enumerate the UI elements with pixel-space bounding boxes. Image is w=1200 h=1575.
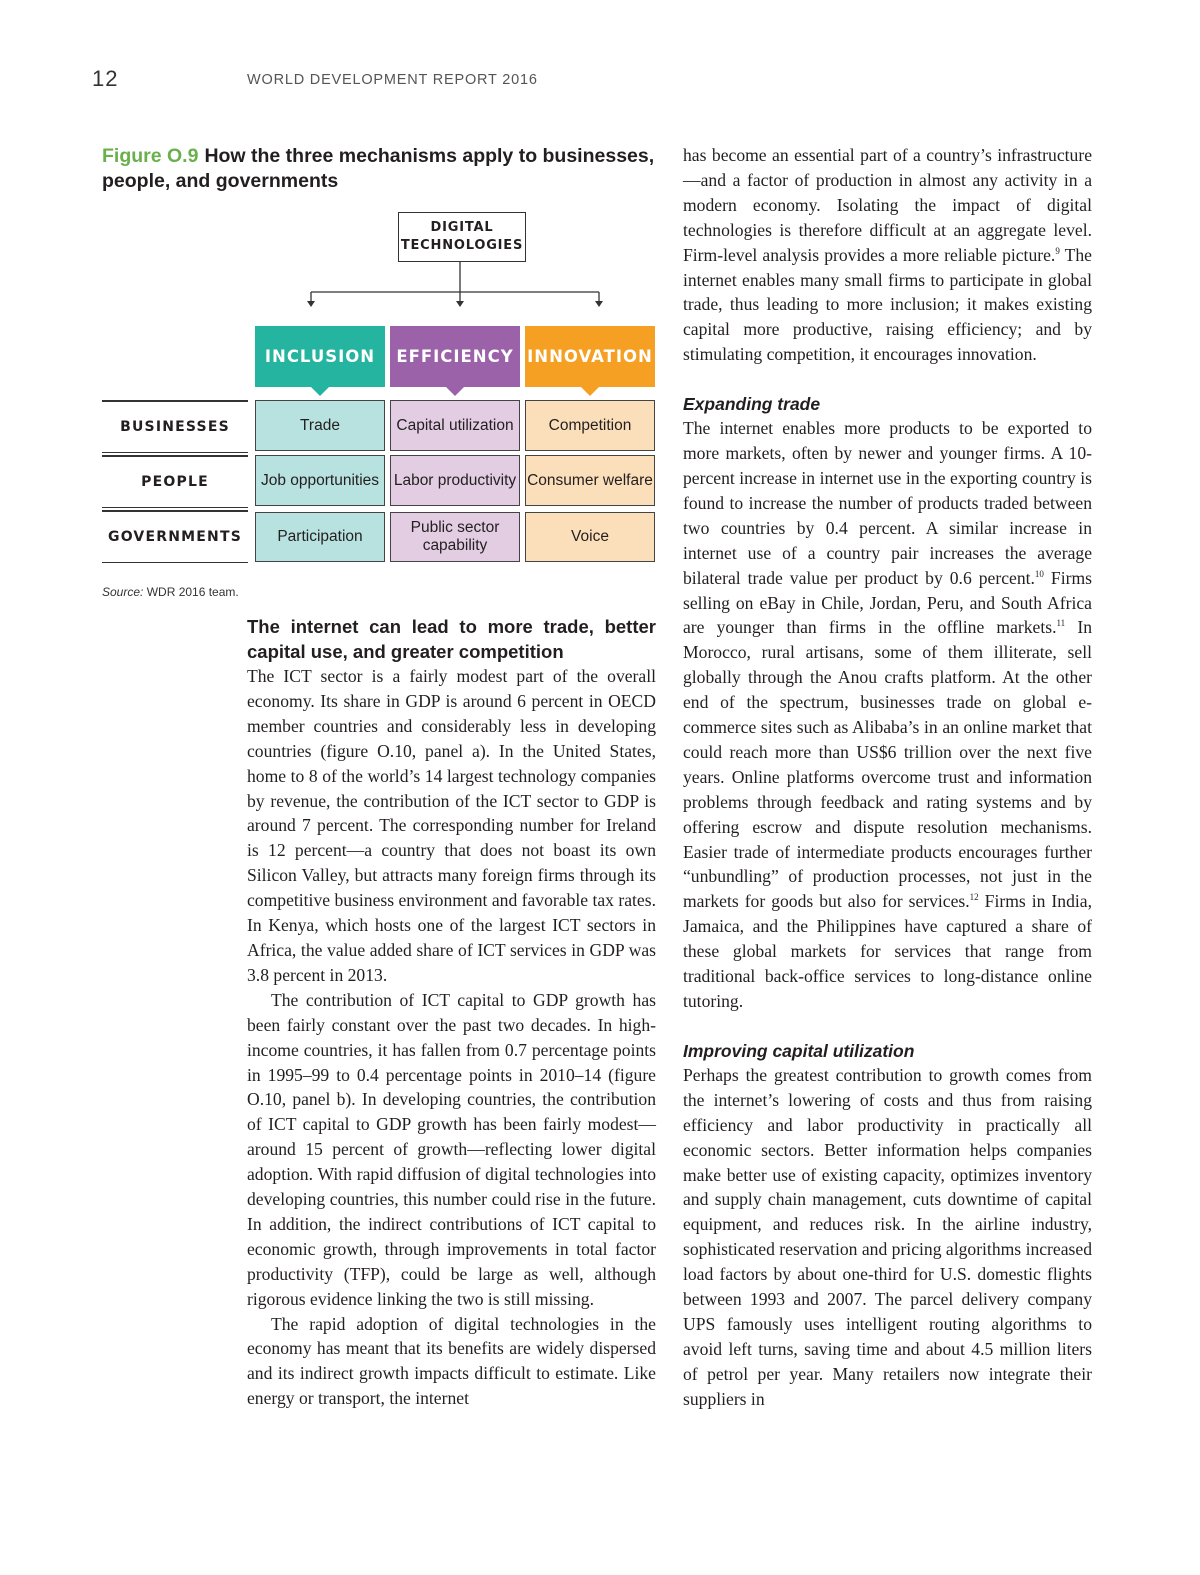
footnote-ref-9: 9 xyxy=(1055,245,1060,256)
trade-text-a: The internet enables more products to be exported to more markets, often by newer and younger firms. A 10-percent increase in internet use in the exporting country is found to increase the number of products traded between two countries by 0.4 percent. A similar increase in internet use of a country pair increases the average bilateral trade value per product by 0.6 percent. xyxy=(683,418,1092,588)
section-heading: The internet can lead to more trade, better capital use, and greater competition xyxy=(247,616,656,662)
arrowhead-right xyxy=(595,301,603,307)
left-column xyxy=(247,615,656,1411)
row-label-governments: GOVERNMENTS xyxy=(102,510,248,563)
paragraph-ict-capital: The contribution of ICT capital to GDP growth has been fairly constant over the past two decades. In high-income countries, it has fallen from 0.7 percentage points in 1995–99 to 0.4 percentage points in 2010–14 (figure O.10, panel b). In developing countries, the contribution of ICT capital to GDP growth has been fairly modest—around 15 percent of growth—reflecting lower digital adoption. With rapid diffusion of digital technologies into developing countries, this number could rise in the future. In addition, the indirect contributions of ICT capital to economic growth, through improvements in total factor productivity (TFP), could be large as well, although rigorous evidence linking the two is still missing. xyxy=(247,989,656,1309)
cell-capital-utilization: Capital utilization xyxy=(390,400,520,451)
mechanism-innovation: INNOVATION xyxy=(525,326,655,387)
figure-caption: How the three mechanisms apply to businesses, people, and governments xyxy=(102,145,655,192)
mechanism-efficiency: EFFICIENCY xyxy=(390,326,520,387)
cell-trade: Trade xyxy=(255,400,385,451)
digital-box-line-1: DIGITAL xyxy=(430,220,494,235)
footnote-ref-10: 10 xyxy=(1034,568,1044,579)
figure-source xyxy=(102,585,239,599)
cell-consumer-welfare: Consumer welfare xyxy=(525,455,655,506)
digital-box-line-2: TECHNOLOGIES xyxy=(400,238,524,253)
subheading-expanding-trade: Expanding trade xyxy=(683,394,821,415)
paragraph-rapid-adoption: The rapid adoption of digital technologies in the economy has meant that its benefits are widely dispersed and its indirect growth impacts difficult to estimate. Like energy or transport, the internet xyxy=(247,1313,656,1409)
cell-voice: Voice xyxy=(525,512,655,562)
mechanism-inclusion: INCLUSION xyxy=(255,326,385,387)
paragraph-capital-utilization: Perhaps the greatest contribution to growth comes from the internet’s lowering of costs and thus from raising efficiency and labor productivity in practically all economic sectors. Better information helps companies make better use of existing capacity, optimizes inventory and supply chain management, cuts downtime of capital equipment, and reduces risk. In the airline industry, sophisticated reservation and pricing algorithms increased load factors by about one-third for U.S. domestic flights between 1993 and 2007. The parcel delivery company UPS famously uses intelligent routing algorithms to avoid left turns, saving time and about 4.5 million liters of petrol per year. Many retailers now integrate their suppliers in xyxy=(683,1064,1092,1409)
paragraph-intro xyxy=(683,143,1092,367)
trade-text-b: Firms selling on eBay in Chile, Jordan, Peru, and South Africa are younger than firms in the offline markets. xyxy=(683,567,1092,638)
page-number: 12 xyxy=(92,66,119,91)
cell-competition: Competition xyxy=(525,400,655,451)
intro-text-a: has become an essential part of a country’s infrastructure—and a factor of production in almost any activity in a modern economy. Isolating the impact of digital technologies is therefore difficult at an aggregate level. Firm-level analysis provides a more reliable picture. xyxy=(683,145,1092,265)
footnote-ref-12: 12 xyxy=(969,892,979,903)
cell-participation: Participation xyxy=(255,512,385,562)
cell-labor-productivity: Labor productivity xyxy=(390,455,520,506)
cell-job-opportunities: Job opportunities xyxy=(255,455,385,506)
trade-text-d: Firms in India, Jamaica, and the Philippines have captured a share of these global markets for services that range from traditional back-office services to long-distance online tutoring. xyxy=(683,891,1092,1011)
figure-label: Figure O.9 xyxy=(102,145,199,167)
right-column xyxy=(683,143,1092,1412)
source-text: WDR 2016 team. xyxy=(146,585,239,599)
footnote-ref-11: 11 xyxy=(1056,618,1066,629)
arrowhead-left xyxy=(307,301,315,307)
arrowhead-center xyxy=(456,301,464,307)
subheading-capital-utilization: Improving capital utilization xyxy=(683,1040,915,1061)
row-label-businesses: BUSINESSES xyxy=(102,400,248,453)
source-label: Source: xyxy=(102,585,144,599)
cell-public-sector-capability: Public sector capability xyxy=(390,512,520,562)
intro-text-b: The internet enables many small firms to participate in global trade, thus leading to more inclusion; it makes existing capital more productive, raising efficiency; and by stimulating competition, it encourages innovation. xyxy=(683,244,1092,365)
running-title: WORLD DEVELOPMENT REPORT 2016 xyxy=(247,72,538,88)
row-label-people: PEOPLE xyxy=(102,455,248,508)
paragraph-ict-sector: The ICT sector is a fairly modest part of the overall economy. Its share in GDP is around 6 percent in OECD member countries and considerably less in developing countries (figure O.10, panel a). In the United States, home to 8 of the world’s 14 largest technology companies by revenue, the contribution of the ICT sector to GDP is around 7 percent. The corresponding number for Ireland is 12 percent—a country that does not boast its own Silicon Valley, but attracts many foreign firms through its competitive business environment and favorable tax rates. In Kenya, which hosts one of the largest ICT sectors in Africa, the value added share of ICT services in GDP was 3.8 percent in 2013. xyxy=(247,666,656,985)
paragraph-expanding-trade xyxy=(683,416,1092,1014)
trade-text-c: In Morocco, rural artisans, some of them illiterate, sell globally through the Anou crafts platform. At the other end of the spectrum, businesses trade on global e-commerce sites such as Alibaba’s in an online market that could reach more than US$6 trillion over the next five years. Online platforms overcome trust and information problems through feedback and rating systems and by offering escrow and dispute resolution mechanisms. Easier trade of intermediate products encourages further “unbundling” of production processes, not just in the markets for goods but also for services. xyxy=(683,617,1092,912)
